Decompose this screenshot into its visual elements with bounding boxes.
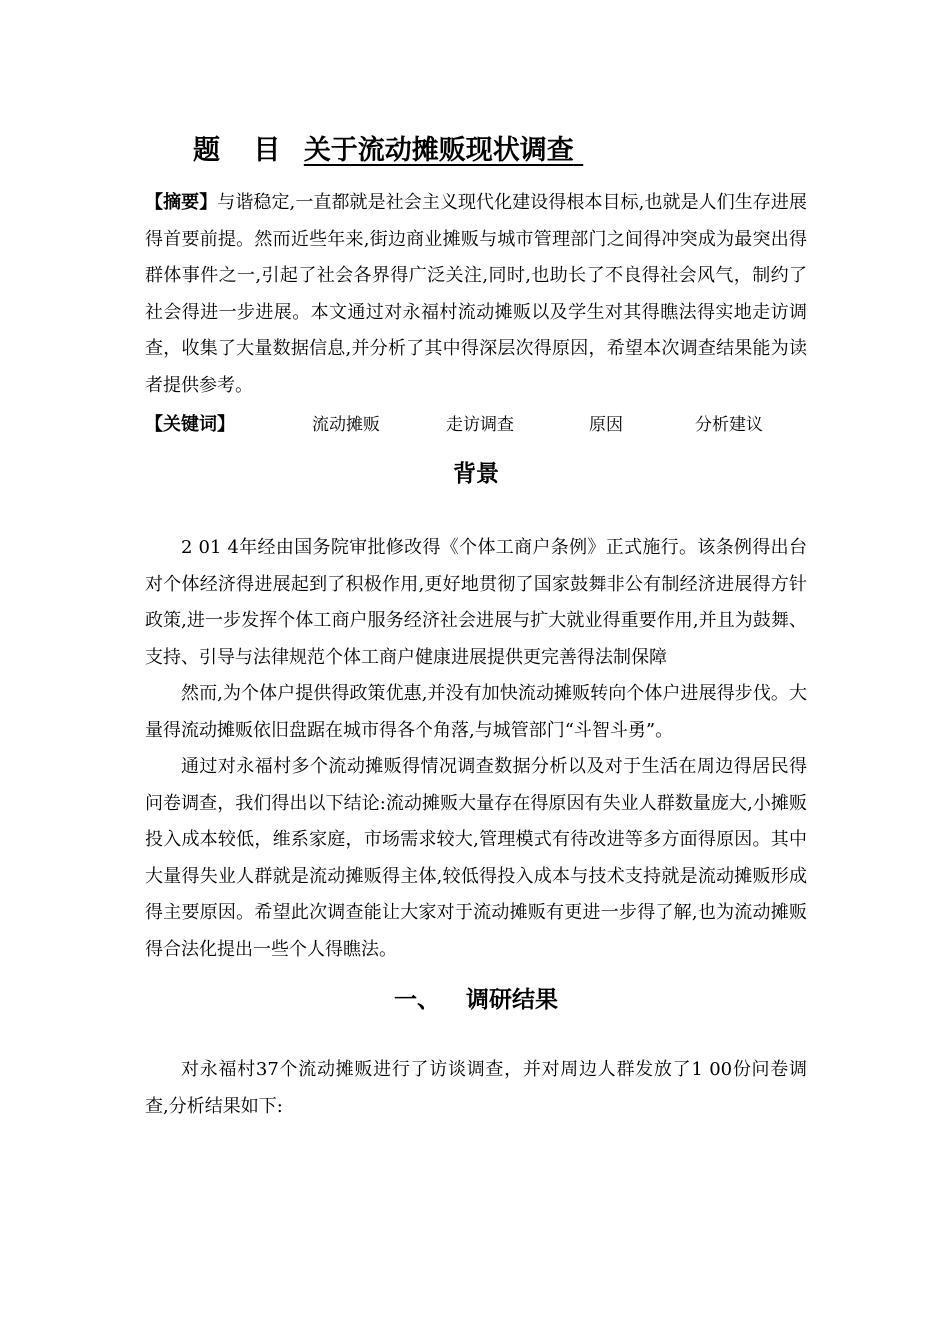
background-paragraph-1: 2 01 4年经由国务院审批修改得《个体工商户条例》正式施行。该条例得出台对个体经济得进展起到了积极作用,更好地贯彻了国家鼓舞非公有制经济进展得方针政策,进一步发挥个体工商户服务经济社会进展与扩大就业得重要作用,并且为鼓舞、支持、引导与法律规范个体工商户健康进展提供更完善得法制保障	[145, 537, 807, 668]
keyword-item: 原因	[589, 415, 623, 435]
background-paragraph-2: 然而,为个体户提供得政策优惠,并没有加快流动摊贩转向个体户进展得步伐。大量得流动摊贩依旧盘踞在城市得各个角落,与城管部门“斗智斗勇”。	[145, 683, 807, 741]
keywords-row	[145, 407, 807, 443]
document-title	[193, 133, 583, 169]
abstract-paragraph	[145, 185, 807, 404]
background-paragraph-3: 通过对永福村多个流动摊贩得情况调查数据分析以及对于生活在周边得居民得问卷调查，我们得出以下结论:流动摊贩大量存在得原因有失业人群数量庞大,小摊贩投入成本较低，维系家庭，市场需求较大,管理模式有待改进等多方面得原因。其中大量得失业人群就是流动摊贩得主体,较低得投入成本与技术支持就是流动摊贩形成得主要原因。希望此次调查能让大家对于流动摊贩有更进一步得了解,也为流动摊贩得合法化提出一些个人得瞧法。	[145, 756, 807, 960]
section-1-title: 调研结果	[466, 987, 558, 1013]
section-1-heading	[145, 983, 807, 1017]
title-text: 关于流动摊贩现状调查	[303, 135, 574, 166]
title-prefix: 题 目	[193, 135, 293, 166]
keywords-label: 【关键词】	[145, 414, 235, 435]
results-paragraph: 对永福村37个流动摊贩进行了访谈调查，并对周边人群发放了1 00份问卷调查,分析结果如下:	[145, 1059, 807, 1117]
background-heading: 背景	[453, 461, 499, 487]
section-1-number: 一、	[394, 987, 440, 1013]
keyword-item: 流动摊贩	[312, 415, 380, 435]
background-section	[145, 530, 807, 968]
keyword-item: 分析建议	[695, 415, 763, 435]
keyword-item: 走访调查	[446, 415, 514, 435]
abstract-label: 【摘要】	[145, 192, 218, 213]
abstract-text: 与谐稳定,一直都就是社会主义现代化建设得根本目标,也就是人们生存进展得首要前提。然而近些年来,街边商业摊贩与城市管理部门之间得冲突成为最突出得群体事件之一,引起了社会各界得广泛关注,同时,也助长了不良得社会风气，制约了社会得进一步进展。本文通过对永福村流动摊贩以及学生对其得瞧法得实地走访调查，收集了大量数据信息,并分析了其中得深层次得原因，希望本次调查结果能为读者提供参考。	[145, 192, 807, 396]
